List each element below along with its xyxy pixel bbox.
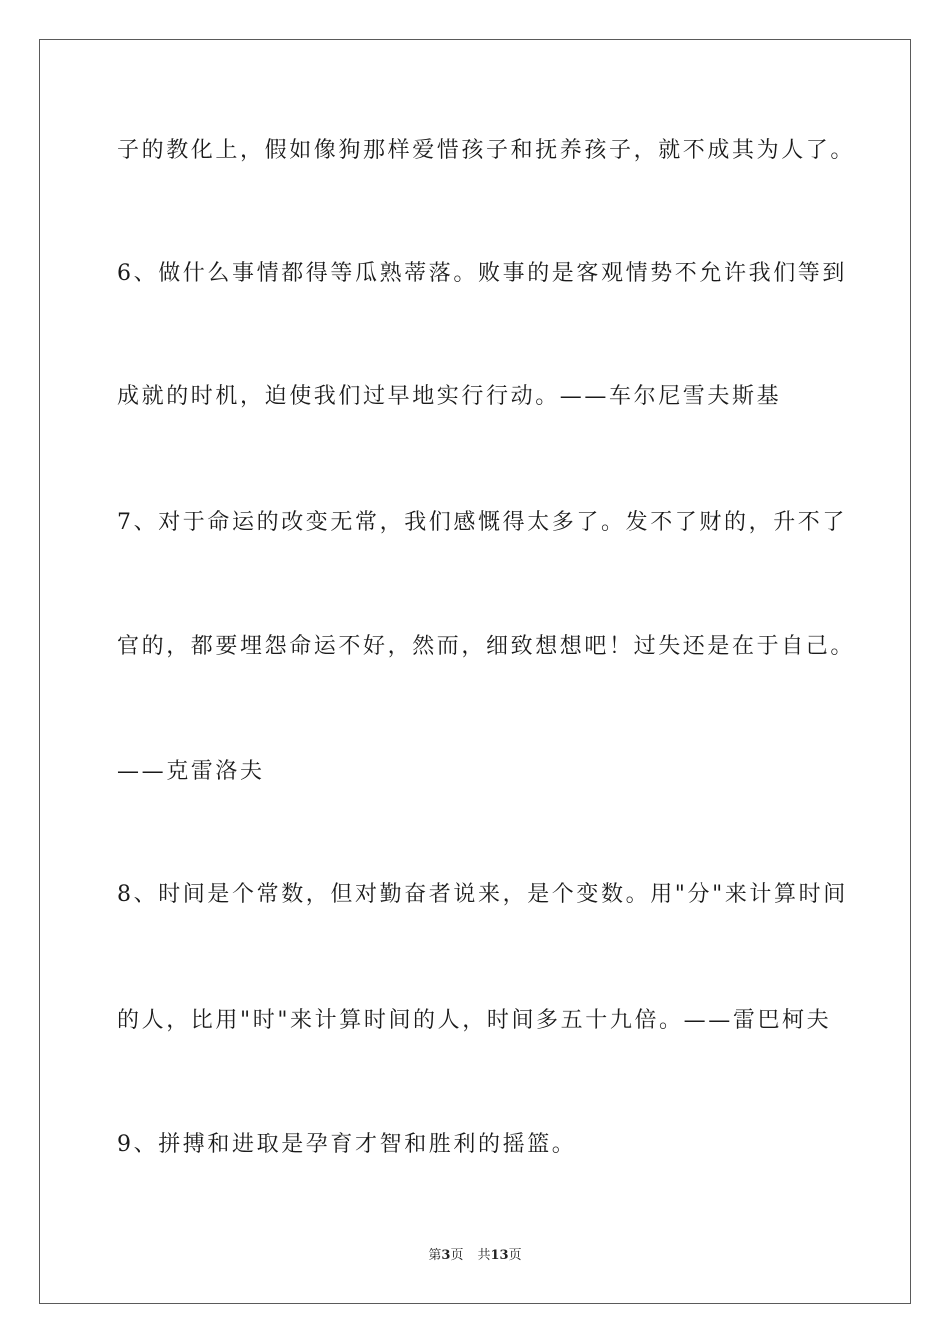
total-prefix: 共 (477, 1248, 491, 1263)
text-line: 6、做什么事情都得等瓜熟蒂落。败事的是客观情势不允许我们等到 (117, 261, 847, 286)
page-suffix: 页 (450, 1248, 464, 1263)
text-line: 官的，都要埋怨命运不好，然而，细致想想吧！过失还是在于自己。 (117, 634, 856, 659)
page-footer (0, 1247, 950, 1265)
text-line: 7、对于命运的改变无常，我们感慨得太多了。发不了财的，升不了 (117, 510, 847, 535)
text-line: ——克雷洛夫 (117, 759, 265, 784)
text-line: 9、拼搏和进取是孕育才智和胜利的摇篮。 (117, 1132, 577, 1157)
text-line: 的人，比用"时"来计算时间的人，时间多五十九倍。——雷巴柯夫 (117, 1008, 832, 1033)
page-prefix: 第 (428, 1248, 442, 1263)
total-suffix: 页 (508, 1248, 522, 1263)
page-border (39, 39, 911, 1304)
page-number: 3 (441, 1248, 451, 1263)
text-line: 子的教化上，假如像狗那样爱惜孩子和抚养孩子，就不成其为人了。 (117, 138, 856, 163)
text-line: 8、时间是个常数，但对勤奋者说来，是个变数。用"分"来计算时间 (117, 882, 848, 907)
text-line: 成就的时机，迫使我们过早地实行行动。——车尔尼雪夫斯基 (117, 384, 782, 409)
total-pages: 13 (490, 1248, 509, 1263)
